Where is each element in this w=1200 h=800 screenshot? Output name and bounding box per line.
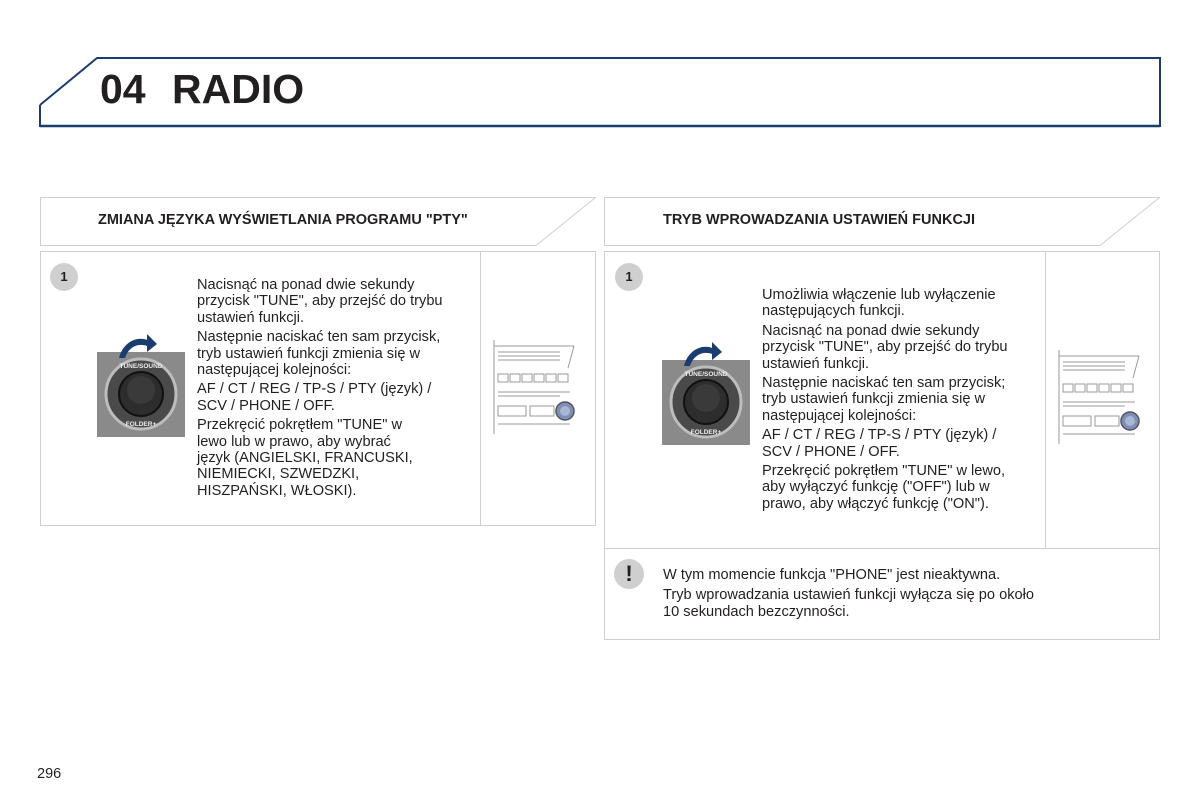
exclamation-icon: ! [614, 559, 644, 589]
paragraph-2: Nacisnąć na ponad dwie sekundy przycisk "TUNE", aby przejść do trybu ustawień funkcji. [762, 322, 1008, 372]
warning-text [663, 567, 1034, 620]
svg-text:FOLDER+: FOLDER+ [690, 429, 722, 436]
warning-paragraph-1: W tym momencie funkcja "PHONE" jest nieaktywna. [663, 567, 1001, 583]
chapter-title: RADIO [172, 66, 305, 112]
left-section-title: ZMIANA JĘZYKA WYŚWIETLANIA PROGRAMU "PTY" [98, 212, 468, 228]
radio-panel-image [1055, 350, 1147, 446]
left-instructions-text [197, 277, 443, 499]
left-section-title-bar [40, 197, 596, 247]
warning-paragraph-2: Tryb wprowadzania ustawień funkcji wyłącza się po około 10 sekundach bezczynności. [663, 587, 1034, 620]
paragraph-4: Przekręcić pokrętłem "TUNE" w lewo lub w prawo, aby wybrać język (ANGIELSKI, FRANCUSKI, NIEMIECKI, SZWEDZKI, HISZPAŃSKI, WŁOSKI). [197, 417, 413, 499]
paragraph-5: Przekręcić pokrętłem "TUNE" w lewo, aby wyłączyć funkcję ("OFF") lub w prawo, aby włączyć funkcję ("ON"). [762, 463, 1006, 512]
right-section-title-bar [604, 197, 1160, 247]
right-box-divider [1045, 251, 1046, 548]
warning-divider [604, 548, 1160, 549]
tune-knob-image [662, 336, 750, 446]
svg-text:FOLDER+: FOLDER+ [125, 421, 157, 428]
step-number-badge: 1 [615, 263, 643, 291]
paragraph-1: Nacisnąć na ponad dwie sekundy przycisk "TUNE", aby przejść do trybu ustawień funkcji. [197, 277, 443, 326]
radio-panel-image [490, 340, 582, 436]
svg-text:TUNE/SOUND: TUNE/SOUND [684, 371, 728, 378]
paragraph-3: AF / CT / REG / TP-S / PTY (język) / SCV / PHONE / OFF. [197, 381, 432, 414]
left-box-divider [480, 251, 481, 526]
tune-knob-image [97, 328, 185, 438]
paragraph-3: Następnie naciskać ten sam przycisk; tryb ustawień funkcji zmienia się w następującej kolejności: [762, 375, 1006, 424]
chapter-number: 04 [100, 66, 146, 112]
paragraph-4: AF / CT / REG / TP-S / PTY (język) / SCV / PHONE / OFF. [762, 427, 997, 460]
svg-text:TUNE/SOUND: TUNE/SOUND [119, 363, 163, 370]
right-instructions-text [762, 287, 1008, 512]
page-number: 296 [37, 766, 62, 782]
paragraph-1: Umożliwia włączenie lub wyłączenie następujących funkcji. [762, 287, 996, 320]
paragraph-2: Następnie naciskać ten sam przycisk, tryb ustawień funkcji zmienia się w następującej kolejności: [197, 329, 441, 379]
right-section-title: TRYB WPROWADZANIA USTAWIEŃ FUNKCJI [663, 212, 976, 228]
step-number-badge: 1 [50, 263, 78, 291]
